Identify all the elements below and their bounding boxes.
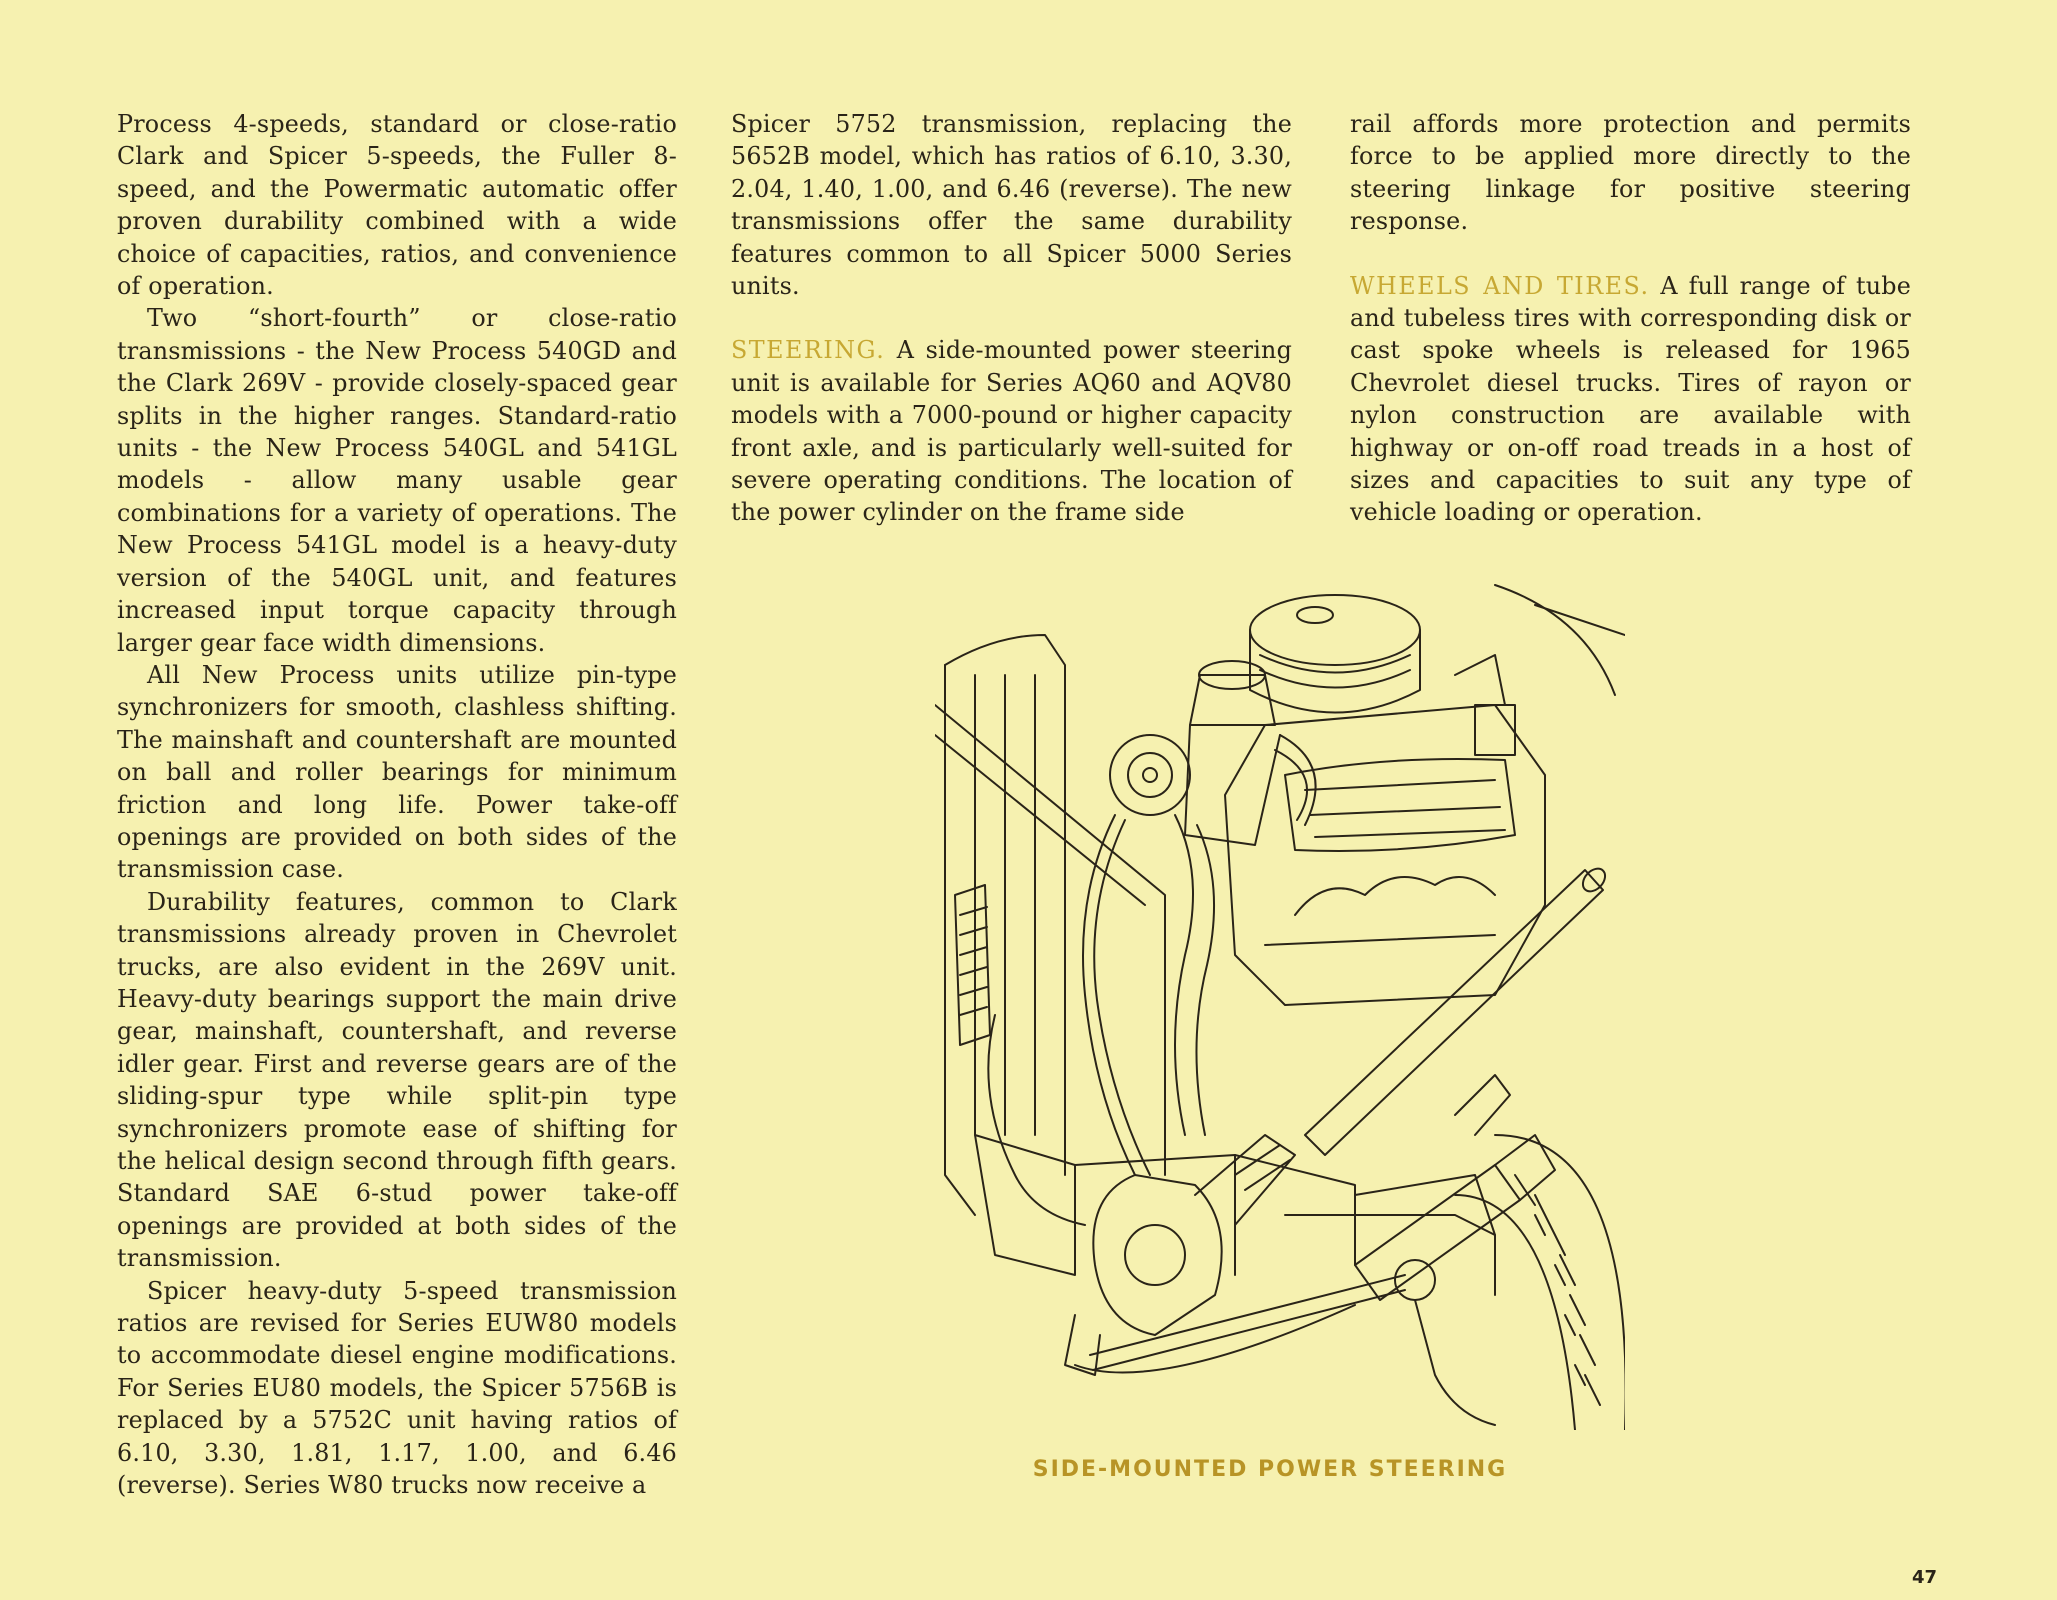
- steering-paragraph: [731, 334, 1292, 528]
- steering-text: A side-mounted power steering unit is available for Series AQ60 and AQV80 models with a 7000-pound or higher capacity front axle, and is particularly well-suited for severe operating conditions. The location of the power cylinder on the frame side: [731, 336, 1292, 527]
- paragraph: Process 4-speeds, standard or close-ratio Clark and Spicer 5-speeds, the Fuller 8-speed, and the Powermatic automatic offer proven durability combined with a wide choice of capacities, ratios, and convenience of operation.: [117, 110, 677, 301]
- power-steering-illustration: [935, 575, 1625, 1430]
- text-column-1: [117, 108, 677, 1501]
- paragraph: Two “short-fourth” or close-ratio transmissions - the New Process 540GD and the Clark 269V - provide closely-spaced gear splits in the higher ranges. Standard-ratio units - the New Process 540GL and 541GL models - allow many usable gear combinations for a variety of operations. The New Process 541GL model is a heavy-duty version of the 540GL unit, and features increased input torque capacity through larger gear face width dimensions.: [117, 304, 677, 657]
- wheels-paragraph: [1350, 270, 1911, 529]
- text-column-2: [731, 108, 1292, 529]
- paragraph: Spicer heavy-duty 5-speed transmission ratios are revised for Series EUW80 models to accommodate diesel engine modifications. For Series EU80 models, the Spicer 5756B is replaced by a 5752C unit having ratios of 6.10, 3.30, 1.81, 1.17, 1.00, and 6.46 (reverse). Series W80 trucks now receive a: [117, 1276, 677, 1500]
- paragraph: rail affords more protection and permits force to be applied more directly to the steering linkage for positive steering response.: [1350, 110, 1911, 236]
- text-column-3: [1350, 108, 1911, 529]
- paragraph: All New Process units utilize pin-type synchronizers for smooth, clashless shifting. The mainshaft and countershaft are mounted on ball and roller bearings for minimum friction and long life. Power take-off openings are provided on both sides of the transmission case.: [117, 660, 677, 884]
- page-number: 47: [1912, 1567, 1938, 1588]
- wheels-heading: WHEELS AND TIRES.: [1350, 271, 1650, 300]
- wheels-text: A full range of tube and tubeless tires with corresponding disk or cast spoke wheels is released for 1965 Chevrolet diesel trucks. Tires of rayon or nylon construction are available with highway or on-off road treads in a host of sizes and capacities to suit any type of vehicle loading or operation.: [1350, 271, 1912, 527]
- figure-caption: SIDE-MOUNTED POWER STEERING: [1032, 1457, 1508, 1482]
- paragraph: Durability features, common to Clark transmissions already proven in Chevrolet trucks, are also evident in the 269V unit. Heavy-duty bearings support the main drive gear, mainshaft, countershaft, and reverse idler gear. First and reverse gears are of the sliding-spur type while split-pin type synchronizers promote ease of shifting for the helical design second through fifth gears. Standard SAE 6-stud power take-off openings are provided at both sides of the transmission.: [117, 887, 677, 1273]
- paragraph: Spicer 5752 transmission, replacing the 5652B model, which has ratios of 6.10, 3.30, 2.04, 1.40, 1.00, and 6.46 (reverse). The new transmissions offer the same durability features common to all Spicer 5000 Series units.: [731, 110, 1292, 301]
- steering-heading: STEERING.: [731, 336, 886, 365]
